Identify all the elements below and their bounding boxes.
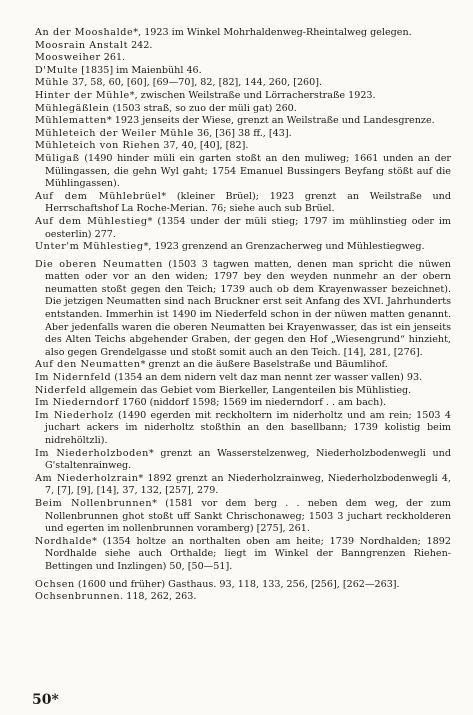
- entry-term: Mühle: [35, 77, 69, 89]
- entry-term: Mühlegäßlein: [35, 102, 110, 114]
- index-entry: [35, 536, 451, 574]
- entry-text: * (1581 vor dem berg . . neben dem weg, der zum Nollenbrunnen ghot stoßt uff Sankt Chrischonaweg; 1503 3 juchart reckholderen und egerten im nollenbrunnen voramberg) [275], 261.: [45, 497, 451, 535]
- entry-text: allgemein das Gebiet vom Bierkeller, Langenteilen bis Mühlistieg.: [86, 384, 412, 396]
- entry-text: (1354 an dem nidern velt daz man nennt zer wasser vallen) 93.: [111, 372, 423, 384]
- entry-text: (1490 egerden mit reckholtern im niderholtz und am rein; 1503 4 juchart ackers im niderholtz stoßthin an den basellbann; 1739 kolistig beim nidrehöltzli).: [45, 409, 451, 446]
- entry-term: Moosweiher: [35, 52, 101, 64]
- index-entry: [35, 473, 451, 498]
- entry-term: Auf dem Mühlestieg: [35, 215, 148, 227]
- entry-text: * (kleiner Brüel); 1923 grenzt an Weilstraße und Herrschaftshof La Roche-Merian. 76; siehe auch sub Brüel.: [45, 190, 451, 215]
- entry-term: Ochsen: [35, 578, 75, 590]
- entry-term: Im Nidernfeld: [35, 372, 112, 384]
- entry-term: An der Mooshalde: [35, 27, 134, 38]
- index-entry: [35, 359, 451, 372]
- entry-text: * grenzt an die äußere Baselstraße und Bäumlihof.: [140, 359, 388, 371]
- entry-text: (1490 hinder müli ein garten stoßt an den muliweg; 1661 unden an der Mülingassen, die gehn Wyl gaht; 1754 Emanuel Bussingers Beyfang stößt auf die Mühlingassen).: [45, 152, 451, 190]
- entry-text: . 118, 262, 263.: [120, 591, 197, 603]
- entry-text: 37, 58, 60, [60], [69—70], 82, [82], 144, 260, [260].: [68, 77, 323, 89]
- index-entry: [35, 579, 451, 592]
- index-entry: [35, 128, 451, 141]
- index-entry: [35, 77, 451, 90]
- entry-term: Unter'm Mühlestieg: [35, 241, 144, 253]
- index-entry: [35, 410, 451, 448]
- entry-term: Moosrain Anstalt: [35, 39, 129, 51]
- index-entry: [35, 498, 451, 536]
- entry-text: 261.: [100, 52, 126, 64]
- entry-text: 1760 (niddorf 1598; 1569 im niederndorf . . am bach).: [119, 397, 387, 409]
- index-entry: [35, 372, 451, 385]
- index-entry: [35, 153, 451, 191]
- entry-text: * (1354 under der müli stieg; 1797 im mühlinstieg oder im oesterlin) 277.: [45, 215, 451, 240]
- entry-term: Mühleteich von Riehen: [35, 140, 161, 152]
- entry-term: Mühlematten: [35, 115, 107, 127]
- index-entry: [35, 65, 451, 78]
- entry-text: * 1923 jenseits der Wiese, grenzt an Weilstraße und Landesgrenze.: [106, 115, 435, 127]
- index-entry: [35, 448, 451, 473]
- entry-term: Niderfeld: [35, 384, 87, 396]
- entry-term: Ochsenbrunnen: [35, 591, 121, 603]
- entry-text: (1503 3 tagwen matten, denen man spricht die nüwen matten oder vor an den widen; 1797 bey den weyden nunmehr an der obern neumatten stoßt gegen den Teich; 1739 auch ob dem Krayenwasser bezeichnet). Die jetzigen Neumatten sind nach Bruckner erst seit Anfang des XVI. Jahrhunderts entstanden. Immerhin ist 1490 im Niederfeld schon in der nüwen matten genannt. Aber jedenfalls waren die oberen Neumatten bei Krayenwasser, das ist ein jenseits des Alten Teichs abgehender Graben, der gegen den Hof „Wiesengrund“ hinzieht, also gegen Grendelgasse und stoßt somit auch an den Teich. [14], 281, [276].: [45, 258, 451, 358]
- index-entry: [35, 90, 451, 103]
- entry-term: Müligaß: [35, 152, 80, 164]
- entry-text: (1600 und früher) Gasthaus. 93, 118, 133, 256, [256], [262—263].: [74, 578, 400, 590]
- index-entry: [35, 191, 451, 216]
- index-entry: [35, 385, 451, 398]
- index-entry: [35, 52, 451, 65]
- index-entry: [35, 591, 451, 604]
- entry-term: Die oberen Neumatten: [35, 258, 163, 270]
- entry-term: Beim Nollenbrunnen: [35, 497, 153, 509]
- entry-text: 37, 40, [40], [82].: [160, 140, 249, 152]
- index-entry: [35, 140, 451, 153]
- entry-term: Mühleteich der Weiler Mühle: [35, 127, 194, 139]
- entry-text: 36, [36] 38 ff., [43].: [193, 127, 292, 139]
- index-entry: [35, 115, 451, 128]
- entry-text: * grenzt an Wasserstelzenweg, Niederholzbodenwegli und G'staltenrainweg.: [45, 447, 452, 472]
- entry-text: * 1892 grenzt an Niederholzrainweg, Niederholzbodenwegli 4, 7, [7], [9], [14], 37, 132, [257], 279.: [45, 472, 451, 497]
- page-number: 50*: [32, 692, 59, 708]
- entry-term: Auf den Neumatten: [35, 359, 141, 371]
- entry-list: [35, 27, 451, 604]
- entry-term: D'Multe: [35, 64, 79, 76]
- index-entry: [35, 40, 451, 53]
- entry-term: Hinter der Mühle: [35, 89, 130, 101]
- entry-text: * (1354 holtze an northalten oben am heite; 1739 Nordhalden; 1892 Nordhalde siehe auch Orthalde; liegt im Winkel der Banngrenzen Riehen-Bettingen und Inzlingen) 50, [50—51].: [45, 535, 451, 572]
- entry-term: Im Niederndorf: [35, 397, 120, 409]
- index-entry: [35, 397, 451, 410]
- entry-term: Nordhalde: [35, 535, 93, 547]
- entry-text: 242.: [128, 39, 153, 51]
- entry-term: Im Niederholz: [35, 409, 114, 421]
- entry-text: *, 1923 grenzend an Grenzacherweg und Mühlestiegweg.: [143, 241, 425, 253]
- entry-text: *, zwischen Weilstraße und Lörracherstraße 1923.: [129, 89, 376, 101]
- entry-text: *, 1923 im Winkel Mohrhaldenweg-Rheintalweg gelegen.: [133, 27, 412, 38]
- index-entry: [35, 103, 451, 116]
- entry-term: Im Niederholzboden: [35, 447, 149, 459]
- entry-text: (1503 straß, so zuo der müli gat) 260.: [109, 102, 297, 114]
- index-entry: [35, 241, 451, 254]
- entry-text: [1835] im Maienbühl 46.: [78, 64, 202, 76]
- entry-term: Auf dem Mühlebrüel: [35, 190, 162, 202]
- entry-term: Am Niederholzrain: [35, 472, 139, 484]
- index-entry: [35, 259, 451, 360]
- index-entry: [35, 216, 451, 241]
- index-entry: [35, 27, 451, 40]
